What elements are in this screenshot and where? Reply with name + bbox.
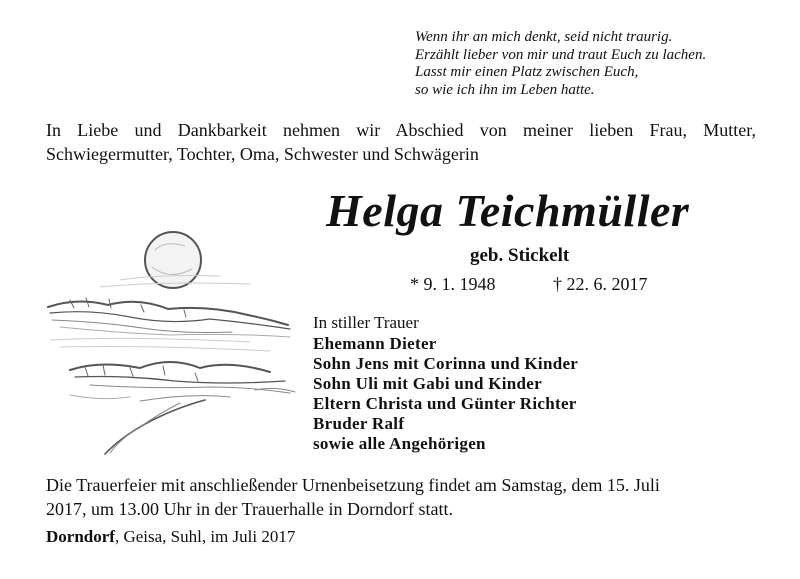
mourner-line: Sohn Jens mit Corinna und Kinder [313,354,579,373]
place-date-line [46,527,295,547]
maiden-name: geb. Stickelt [470,245,570,266]
mourner-line: Eltern Christa und Günter Richter [313,394,577,413]
poem-line: so wie ich ihn im Leben hatte. [415,81,595,98]
poem [415,29,795,99]
place-town: Dorndorf [46,527,115,546]
deceased-name: Helga Teichmüller [326,185,690,236]
mourner-line: sowie alle Angehörigen [313,434,486,453]
poem-line: Wenn ihr an mich denkt, seid nicht traurig. [415,29,673,45]
mourners-lead: In stiller Trauer [313,313,419,332]
poem-line: Erzählt lieber von mir und traut Euch zu lachen. [415,46,707,63]
poem-line: Lasst mir einen Platz zwischen Euch, [415,64,639,80]
place-rest: , Geisa, Suhl, im Juli 2017 [114,527,296,546]
service-announcement: Die Trauerfeier mit anschließender Urnenbeisetzung findet am Samstag, dem 15. Juli 2017, um 13.00 Uhr in der Trauerhalle in Dorndorf statt. [46,475,660,519]
mourners-block [313,313,578,454]
life-dates [410,274,660,295]
mourner-line: Sohn Uli mit Gabi und Kinder [313,374,542,393]
mourner-line: Ehemann Dieter [313,334,437,353]
intro-text: In Liebe und Dankbarkeit nehmen wir Abschied von meiner lieben Frau, Mutter, Schwiegermutter, Tochter, Oma, Schwester und Schwägerin [46,120,756,164]
mourner-line: Bruder Ralf [313,414,405,433]
birth-date: * 9. 1. 1948 [410,274,496,294]
moon-landscape-drawing [30,225,315,465]
death-date: † 22. 6. 2017 [553,274,648,294]
